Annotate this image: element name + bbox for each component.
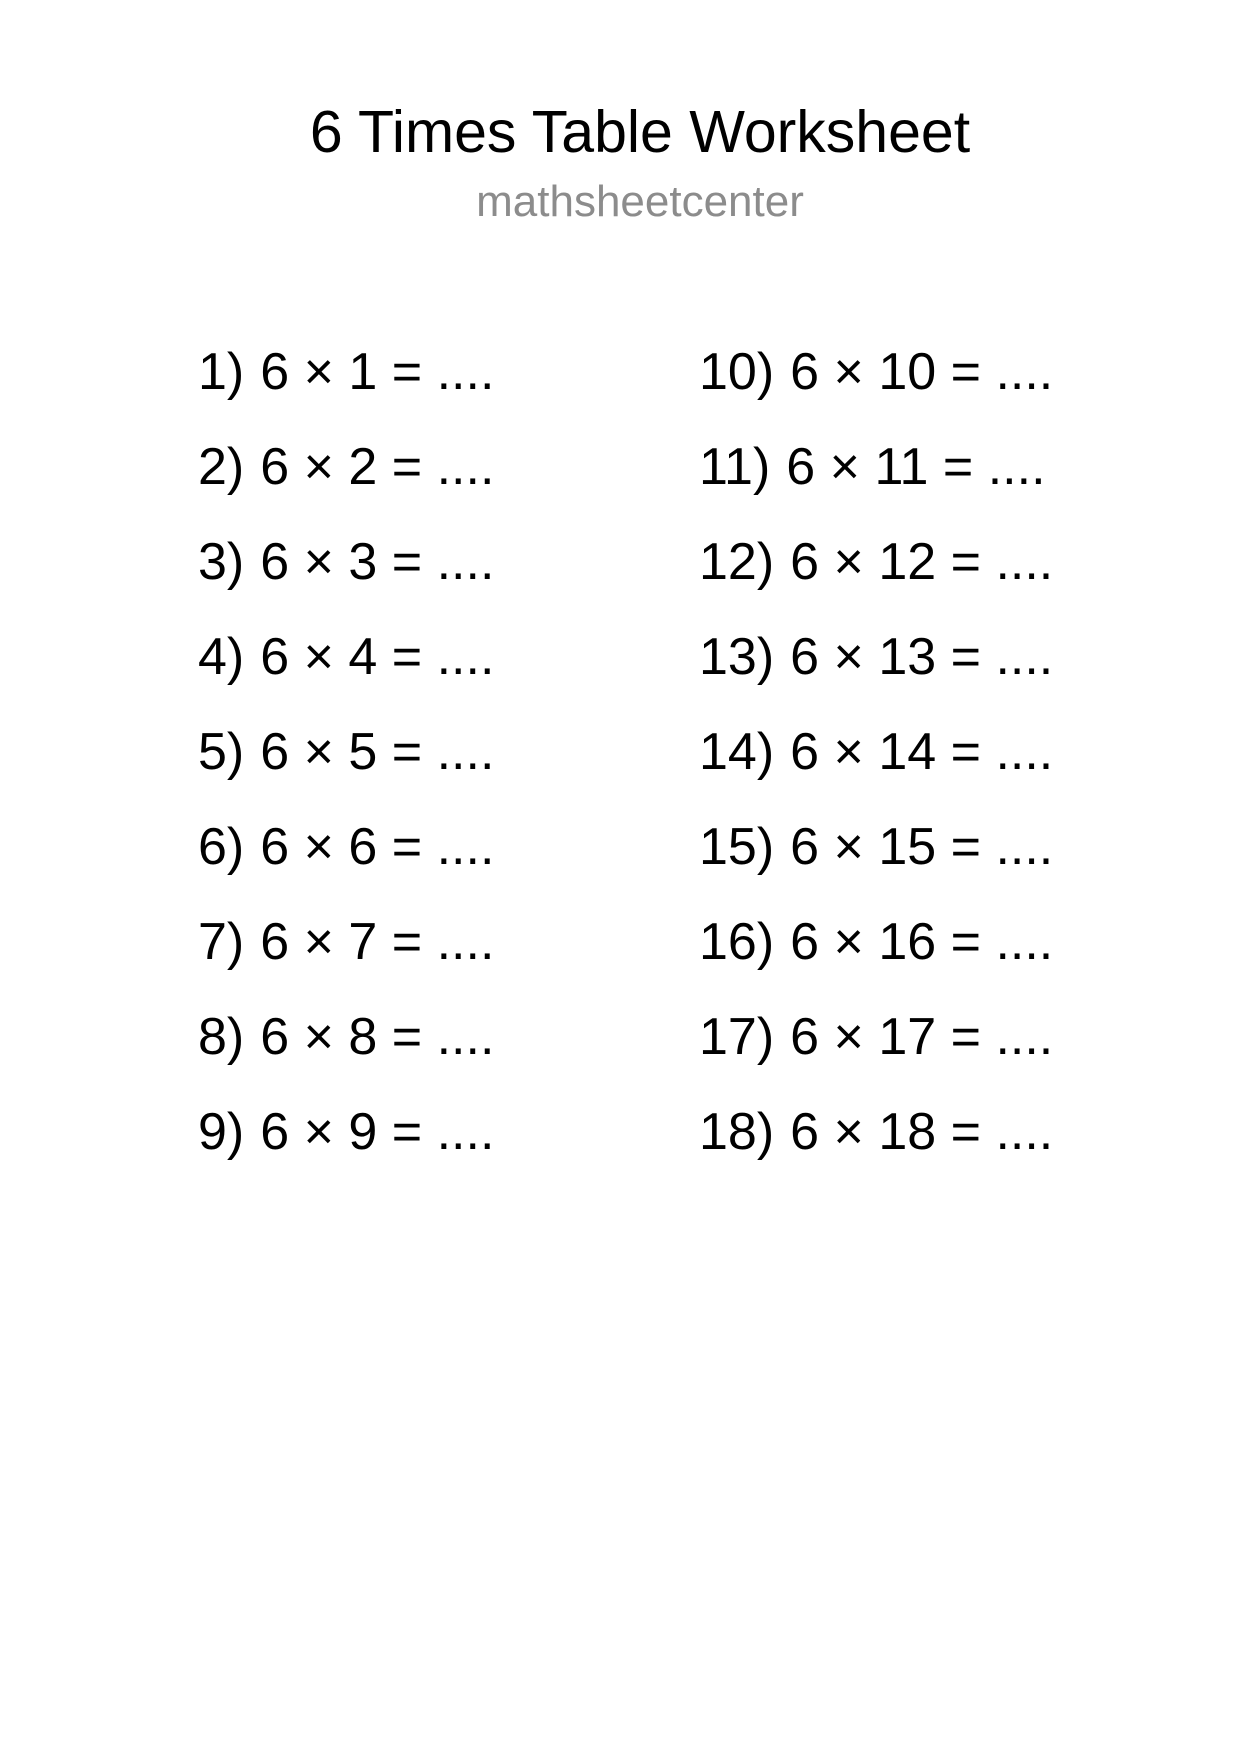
problem-expression: 6 × 15 = .... [790,818,1054,876]
problem-number: 7) [198,913,245,971]
problem-number: 11) [699,438,771,496]
problem-number: 13) [699,628,775,686]
problem-number: 8) [198,1008,245,1066]
problem-expression: 6 × 2 = .... [260,438,495,496]
problem-number: 12) [699,533,775,591]
problem-number: 17) [699,1008,775,1066]
problem-expression: 6 × 12 = .... [790,533,1054,591]
problem-row [699,800,1053,895]
problem-number: 18) [699,1103,775,1161]
problem-number: 14) [699,723,775,781]
problems-column-right [699,325,1053,1180]
problem-row [699,610,1053,705]
problem-expression: 6 × 6 = .... [260,818,495,876]
problems-column-left [198,325,494,1180]
problem-expression: 6 × 1 = .... [260,343,495,401]
problem-expression: 6 × 11 = .... [786,438,1046,496]
problem-expression: 6 × 3 = .... [260,533,495,591]
problem-row [699,705,1053,800]
problem-row [198,325,494,420]
problem-row [699,1085,1053,1180]
problem-row [198,990,494,1085]
problem-row [198,610,494,705]
problem-expression: 6 × 13 = .... [790,628,1054,686]
problem-expression: 6 × 18 = .... [790,1103,1054,1161]
problem-row [699,515,1053,610]
problem-number: 16) [699,913,775,971]
problem-number: 15) [699,818,775,876]
problem-row [699,325,1053,420]
problem-row [699,420,1053,515]
problem-number: 6) [198,818,245,876]
problem-number: 9) [198,1103,245,1161]
page-title: 6 Times Table Worksheet [309,99,971,165]
problem-expression: 6 × 16 = .... [790,913,1054,971]
problem-expression: 6 × 4 = .... [260,628,495,686]
problem-expression: 6 × 7 = .... [260,913,495,971]
problem-expression: 6 × 8 = .... [260,1008,495,1066]
problem-expression: 6 × 14 = .... [790,723,1054,781]
problem-number: 10) [699,343,775,401]
problem-number: 3) [198,533,245,591]
page-subtitle: mathsheetcenter [476,177,804,226]
problem-row [198,800,494,895]
problem-row [198,705,494,800]
problem-row [198,420,494,515]
problem-row [198,515,494,610]
problem-row [198,1085,494,1180]
problem-row [699,990,1053,1085]
problem-expression: 6 × 5 = .... [260,723,495,781]
problem-number: 2) [198,438,245,496]
problem-number: 1) [198,343,245,401]
problem-number: 4) [198,628,245,686]
problem-number: 5) [198,723,245,781]
problem-row [699,895,1053,990]
problem-row [198,895,494,990]
problem-expression: 6 × 17 = .... [790,1008,1054,1066]
problem-expression: 6 × 10 = .... [790,343,1054,401]
problem-expression: 6 × 9 = .... [260,1103,495,1161]
